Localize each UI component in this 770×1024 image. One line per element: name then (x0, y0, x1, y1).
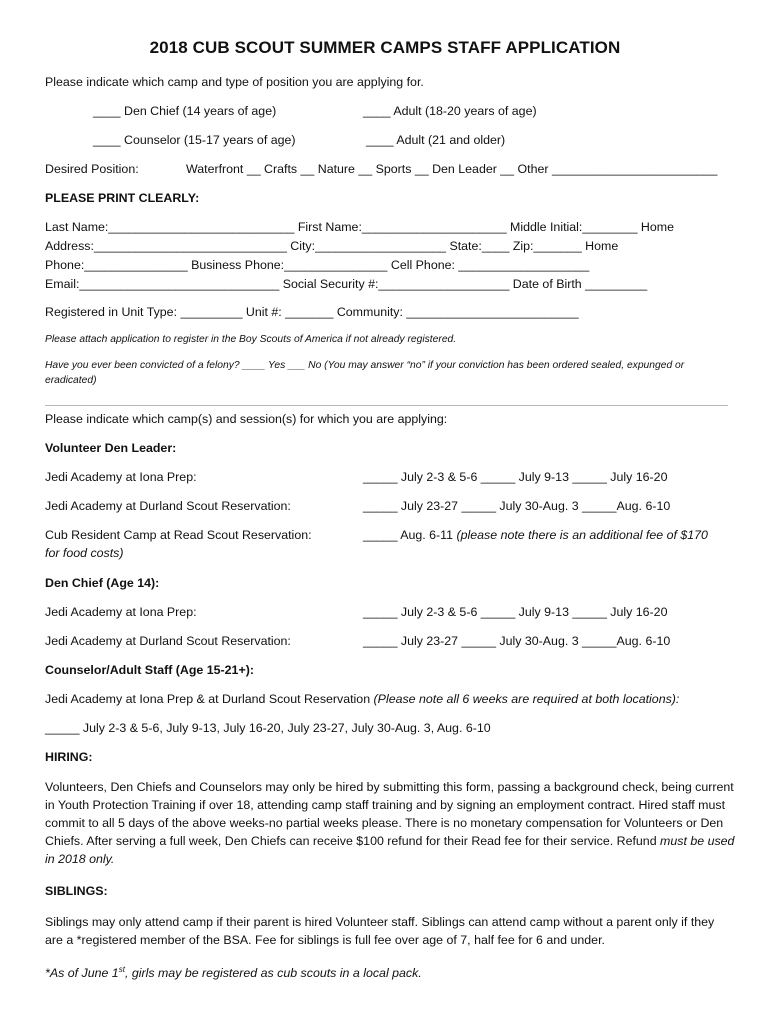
volunteer-iona-sessions: _____ July 2-3 & 5-6 _____ July 9-13 _____ July 16-20 (363, 470, 668, 484)
attach-note: Please attach application to register in the Boy Scouts of America if not already registered. (45, 334, 457, 345)
desired-position-label: Desired Position: (45, 162, 139, 176)
footnote-sup: st (118, 965, 125, 974)
counselor-heading: Counselor/Adult Staff (Age 15-21+): (45, 663, 254, 677)
phone-fields-line: Phone:_______________ Business Phone:_______________ Cell Phone: ___________________ (45, 258, 590, 272)
name-fields-line: Last Name:___________________________ First Name:_____________________ Middle Initial:________ Home (45, 220, 674, 234)
footnote-pre: *As of June 1 (45, 966, 119, 981)
camps-intro: Please indicate which camp(s) and session(s) for which you are applying: (45, 412, 448, 426)
page-title: 2018 CUB SCOUT SUMMER CAMPS STAFF APPLICATION (149, 38, 621, 57)
volunteer-durland-label: Jedi Academy at Durland Scout Reservation: (45, 499, 291, 513)
felony-question: Have you ever been convicted of a felony? ____ Yes ___ No (You may answer “no” if your conviction has been ordered sealed, expunged or (45, 360, 685, 371)
volunteer-durland-sessions: _____ July 23-27 _____ July 30-Aug. 3 _____Aug. 6-10 (363, 499, 671, 513)
section-divider (45, 405, 728, 406)
intro-text: Please indicate which camp and type of position you are applying for. (45, 75, 424, 89)
unit-fields-line: Registered in Unit Type: _________ Unit #: _______ Community: _________________________ (45, 305, 579, 319)
den-chief-iona-sessions: _____ July 2-3 & 5-6 _____ July 9-13 _____ July 16-20 (363, 605, 668, 619)
counselor-desc-text: Jedi Academy at Iona Prep & at Durland Scout Reservation (45, 692, 371, 706)
den-chief-durland-label: Jedi Academy at Durland Scout Reservation: (45, 634, 291, 648)
option-adult-18-20: ____ Adult (18-20 years of age) (363, 104, 537, 118)
option-counselor: ____ Counselor (15-17 years of age) (93, 133, 296, 147)
den-chief-iona-label: Jedi Academy at Iona Prep: (45, 605, 197, 619)
volunteer-resident-sessions (363, 528, 708, 543)
hiring-text-italic: must be used in 2018 only. (45, 834, 735, 866)
volunteer-resident-label-cont: for food costs) (45, 546, 124, 560)
den-chief-durland-sessions: _____ July 23-27 _____ July 30-Aug. 3 _____Aug. 6-10 (363, 634, 671, 648)
footnote-post: , girls may be registered as cub scouts in a local pack. (124, 966, 422, 981)
option-adult-21: ____ Adult (21 and older) (366, 133, 506, 147)
email-fields-line: Email:_____________________________ Social Security #:___________________ Date of Birth _________ (45, 277, 648, 291)
counselor-description (45, 692, 679, 707)
siblings-heading: SIBLINGS: (45, 884, 108, 898)
resident-fee-note: (please note there is an additional fee of $170 (456, 528, 708, 542)
hiring-text: Volunteers, Den Chiefs and Counselors may only be hired by submitting this form, passing a background check, being current in Youth Protection Training if over 18, attending camp staff training and by signing an employment contract. Hired staff must commit to all 5 days of the above weeks-no partial weeks please. There is no monetary compensation for Volunteers or Den Chiefs. After serving a full week, Den Chiefs can receive $100 refund for their Read fee for their service. Refund (45, 780, 734, 848)
hiring-paragraph (45, 778, 735, 868)
address-fields-line: Address:____________________________ City:___________________ State:____ Zip:_______ Home (45, 239, 619, 253)
desired-position-options: Waterfront __ Crafts __ Nature __ Sports __ Den Leader __ Other ________________________ (186, 162, 718, 176)
felony-question-cont: eradicated) (45, 375, 97, 386)
hiring-heading: HIRING: (45, 750, 93, 764)
siblings-footnote (45, 962, 422, 981)
option-den-chief: ____ Den Chief (14 years of age) (93, 104, 277, 118)
volunteer-resident-label: Cub Resident Camp at Read Scout Reservation: (45, 528, 312, 542)
resident-session-text: _____ Aug. 6-11 (363, 528, 454, 542)
volunteer-iona-label: Jedi Academy at Iona Prep: (45, 470, 197, 484)
volunteer-heading: Volunteer Den Leader: (45, 441, 177, 455)
counselor-sessions: _____ July 2-3 & 5-6, July 9-13, July 16-20, July 23-27, July 30-Aug. 3, Aug. 6-10 (45, 721, 491, 735)
print-clearly-heading: PLEASE PRINT CLEARLY: (45, 191, 200, 205)
siblings-paragraph: Siblings may only attend camp if their parent is hired Volunteer staff. Siblings can attend camp without a parent only if they are a *registered member of the BSA. Fee for siblings is full fee over age of 7, half fee for 6 and under. (45, 915, 715, 947)
den-chief-heading: Den Chief (Age 14): (45, 576, 160, 590)
counselor-desc-note: (Please note all 6 weeks are required at both locations): (373, 692, 680, 706)
